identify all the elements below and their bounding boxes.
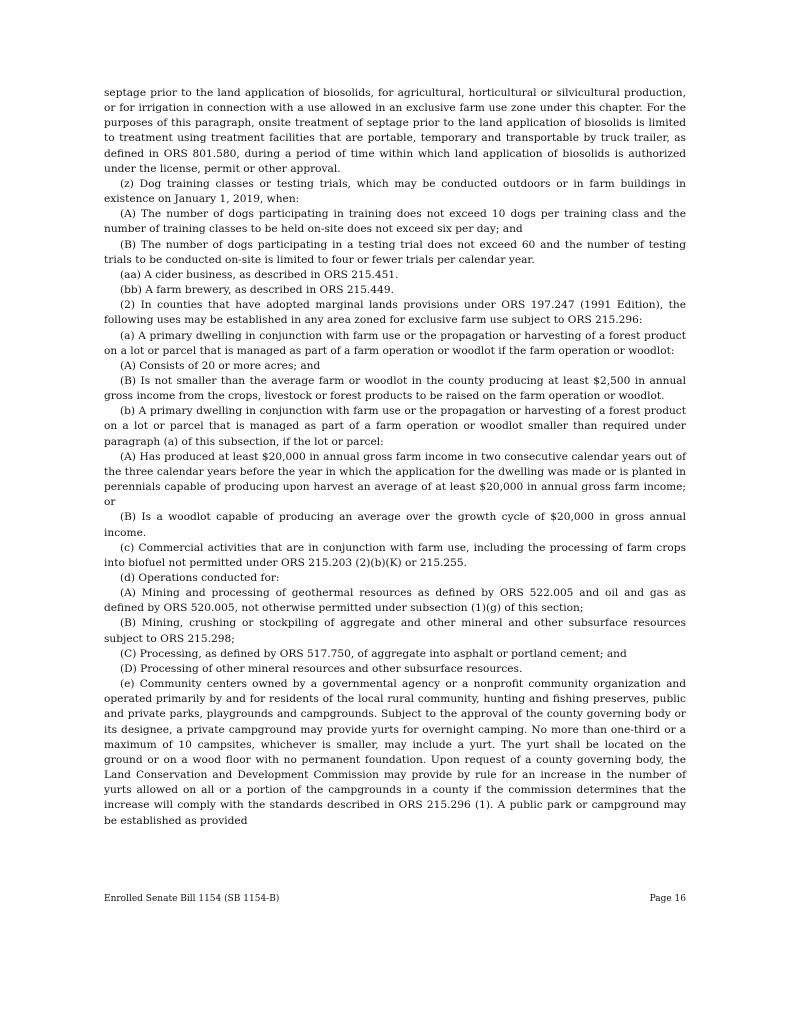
paragraph: (B) Is not smaller than the average farm or woodlot in the county producing at least $2,500 in annual gross income from the crops, livestock or forest products to be raised on the farm operation or woodlot. bbox=[104, 374, 686, 403]
paragraph: (A) Has produced at least $20,000 in annual gross farm income in two consecutive calendar years out of the three calendar years before the year in which the application for the dwelling was made or is planted in perennials capable of producing upon harvest an average of at least $20,000 in annual gross farm income; or bbox=[104, 450, 686, 509]
paragraph: (C) Processing, as defined by ORS 517.750, of aggregate into asphalt or portland cement; and bbox=[120, 647, 627, 660]
paragraph: (a) A primary dwelling in conjunction with farm use or the propagation or harvesting of a forest product on a lot or parcel that is managed as part of a farm operation or woodlot if the farm operation or woodlot: bbox=[104, 329, 686, 357]
paragraph: (B) The number of dogs participating in a testing trial does not exceed 60 and the number of testing trials to be conducted on-site is limited to four or fewer trials per calendar year. bbox=[104, 238, 686, 266]
paragraph: (B) Is a woodlot capable of producing an average over the growth cycle of $20,000 in gross annual income. bbox=[104, 511, 686, 539]
paragraph: (A) Consists of 20 or more acres; and bbox=[120, 359, 321, 372]
paragraph: (z) Dog training classes or testing trials, which may be conducted outdoors or in farm buildings in existence on January 1, 2019, when: bbox=[104, 177, 686, 206]
page-footer bbox=[104, 893, 686, 905]
paragraph: septage prior to the land application of biosolids, for agricultural, horticultural or silvicultural production, or for irrigation in connection with a use allowed in an exclusive farm use zone under this chapter. For the purposes of this paragraph, onsite treatment of septage prior to the land application of biosolids is limited to treatment using treatment facilities that are portable, temporary and transportable by truck trailer, as defined in ORS 801.580, during a period of time within which land application of biosolids is authorized under the license, permit or other approval. bbox=[104, 87, 686, 175]
document-body bbox=[104, 86, 686, 829]
paragraph: (A) Mining and processing of geothermal resources as defined by ORS 522.005 and oil and gas as defined by ORS 520.005, not otherwise permitted under subsection (1)(g) of this section; bbox=[104, 587, 686, 615]
paragraph: (aa) A cider business, as described in ORS 215.451. bbox=[120, 268, 399, 281]
paragraph: (A) The number of dogs participating in training does not exceed 10 dogs per training class and the number of training classes to be held on-site does not exceed six per day; and bbox=[104, 208, 686, 236]
paragraph: (2) In counties that have adopted marginal lands provisions under ORS 197.247 (1991 Edition), the following uses may be established in any area zoned for exclusive farm use subject to ORS 215.296: bbox=[104, 299, 686, 327]
footer-page-number: Page 16 bbox=[649, 894, 686, 904]
paragraph: (bb) A farm brewery, as described in ORS 215.449. bbox=[120, 284, 394, 297]
paragraph: (D) Processing of other mineral resources and other subsurface resources. bbox=[120, 662, 523, 675]
paragraph: (e) Community centers owned by a governmental agency or a nonprofit community organization and operated primarily by and for residents of the local rural community, hunting and fishing preserves, public and private parks, playgrounds and campgrounds. Subject to the approval of the county governing body or its designee, a private campground may provide yurts for overnight camping. No more than one-third or a maximum of 10 campsites, whichever is smaller, may include a yurt. The yurt shall be located on the ground or on a wood floor with no permanent foundation. Upon request of a county governing body, the Land Conservation and Development Commission may provide by rule for an increase in the number of yurts allowed on all or a portion of the campgrounds in a county if the commission determines that the increase will comply with the standards described in ORS 215.296 (1). A public park or campground may be established as provided bbox=[104, 678, 686, 827]
footer-bill-title: Enrolled Senate Bill 1154 (SB 1154-B) bbox=[104, 894, 280, 904]
paragraph: (b) A primary dwelling in conjunction with farm use or the propagation or harvesting of a forest product on a lot or parcel that is managed as part of a farm operation or woodlot smaller than required under paragraph (a) of this subsection, if the lot or parcel: bbox=[104, 405, 686, 448]
paragraph: (B) Mining, crushing or stockpiling of aggregate and other mineral and other subsurface resources subject to ORS 215.298; bbox=[104, 617, 686, 645]
paragraph: (c) Commercial activities that are in conjunction with farm use, including the processing of farm crops into biofuel not permitted under ORS 215.203 (2)(b)(K) or 215.255. bbox=[104, 541, 686, 569]
paragraph: (d) Operations conducted for: bbox=[120, 572, 280, 584]
